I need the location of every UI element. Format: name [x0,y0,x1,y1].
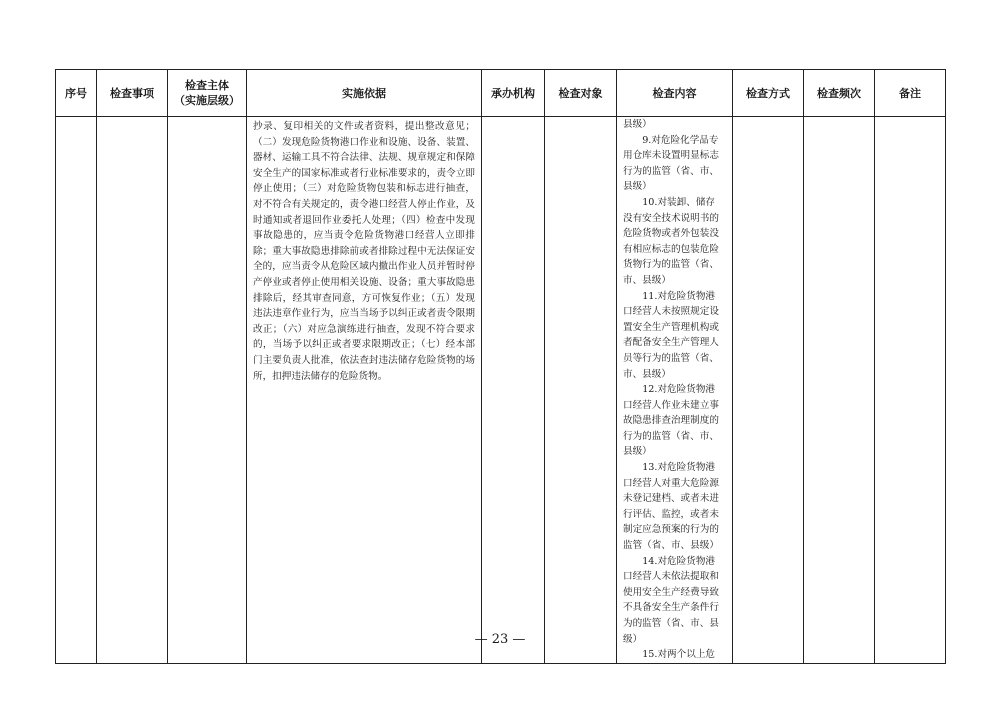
content-line: 县级） [623,119,652,130]
header-item: 检查事项 [97,70,168,117]
header-remark: 备注 [875,70,946,117]
basis-text: 抄录、复印相关的文件或者资料，提出整改意见；（二）发现危险货物港口作业和设施、设备、装置、器材、运输工具不符合法律、法规、规章规定和保障安全生产的国家标准或者行业标准要求的，责令立即停止使用；（三）对危险货物包装和标志进行抽查，对不符合有关规定的，责令港口经营人停止作业，及时通知或者退回作业委托人处理；（四）检查中发现事故隐患的，应当责令危险货物港口经营人立即排除；重大事故隐患排除前或者排除过程中无法保证安全的，应当责令从危险区域内撤出作业人员并暂时停产停业或者停止使用相关设施、设备；重大事故隐患排除后，经其审查同意，方可恢复作业；（五）发现违法违章作业行为，应当当场予以纠正或者责令限期改正；（六）对应急演练进行抽查，发现不符合要求的，当场予以纠正或者要求限期改正；（七）经本部门主要负责人批准，依法查封违法储存危险货物的场所，扣押违法储存的危险货物。 [253,121,475,382]
header-frequency: 检查频次 [804,70,875,117]
page-number: — 23 — [474,632,526,647]
content-line: 9.对危险化学品专用仓库未设置明显标志行为的监管（省、市、县级） [623,134,719,193]
cell-item [97,117,168,664]
cell-frequency [804,117,875,664]
header-target: 检查对象 [545,70,617,117]
header-content: 检查内容 [617,70,733,117]
header-subject-line1: 检查主体 [185,79,229,92]
header-basis: 实施依据 [247,70,482,117]
content-line: 12.对危险货物港口经营人作业未建立事故隐患排查治理制度的行为的监管（省、市、县级） [623,384,719,458]
content-line: 11.对危险货物港口经营人未按照规定设置安全生产管理机构或者配备安全生产管理人员等行为的监管（省、市、县级） [623,290,719,380]
header-row [56,70,946,117]
cell-agency [482,117,545,664]
cell-basis [247,117,482,664]
content-list [617,117,732,663]
content-line: 14.对危险货物港口经营人未依法提取和使用安全生产经费导致不具备安全生产条件行为的监管（省、市、县级） [623,555,719,645]
cell-target [545,117,617,664]
cell-seq [56,117,97,664]
cell-method [733,117,804,664]
header-method: 检查方式 [733,70,804,117]
header-agency: 承办机构 [482,70,545,117]
content-line: 10.对装卸、储存没有安全技术说明书的危险货物或者外包装没有相应标志的包装危险货物行为的监管（省、市、县级） [623,196,719,286]
cell-subject [168,117,247,664]
inspection-table [55,69,946,664]
table-row [56,117,946,664]
cell-content [617,117,733,664]
content-line: 13.对危险货物港口经营人对重大危险源未登记建档、或者未进行评估、监控，或者未制定应急预案的行为的监管（省、市、县级） [623,462,719,552]
header-subject-line2: （实施层级） [174,94,240,107]
cell-remark [875,117,946,664]
content-line: 15.对两个以上危 [642,649,716,661]
header-subject [168,70,247,117]
header-seq: 序号 [56,70,97,117]
